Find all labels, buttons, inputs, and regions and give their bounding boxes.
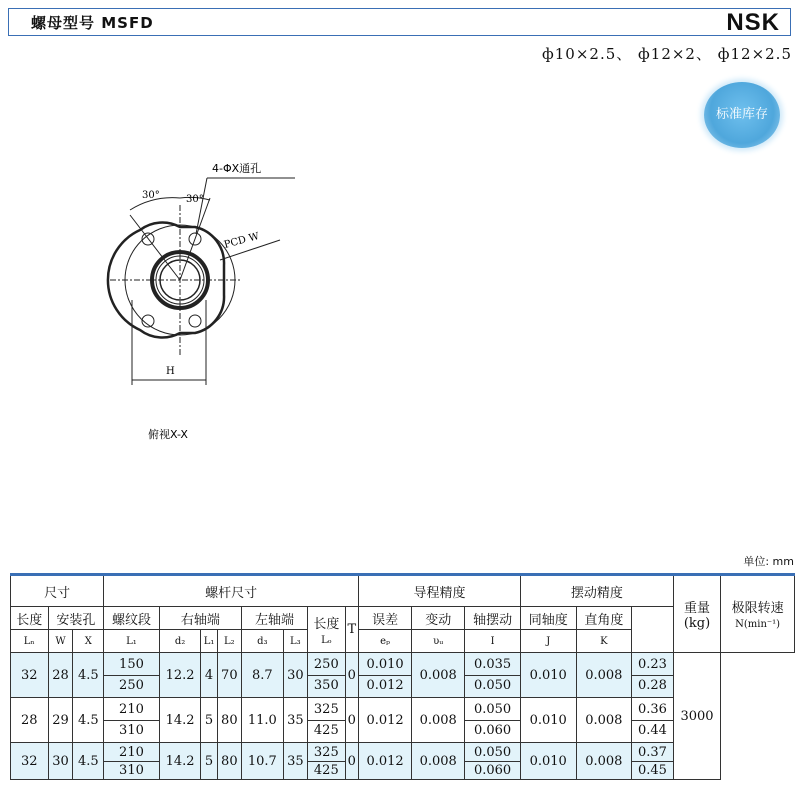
unit-label: 单位: mm <box>743 555 794 568</box>
hdr-right: 右轴端 <box>159 607 241 630</box>
sym-l2: L₂ <box>217 630 241 653</box>
hdr-mount: 安装孔 <box>48 607 104 630</box>
group-lead: 导程精度 <box>359 575 521 607</box>
hdr-total: 长度 Lₒ <box>308 607 346 653</box>
group-speed: 极限转速 N(min⁻¹) <box>721 575 795 653</box>
group-size: 尺寸 <box>11 575 104 607</box>
pcd-label: PCD W <box>222 230 261 251</box>
sym-d2: d₂ <box>159 630 201 653</box>
brand-logo: NSK <box>726 9 780 36</box>
sym-j: J <box>520 630 576 653</box>
hdr-left: 左轴端 <box>242 607 308 630</box>
holes-label: 4-ΦX通孔 <box>212 162 262 175</box>
table-row: 32 30 4.5 210 310 14.2 5 80 10.7 35 325 425 0 0.012 0.008 0.050 0.060 0.010 0.008 0.37 0.45 <box>11 743 795 780</box>
view-caption: 俯视X-X <box>148 428 188 441</box>
sym-i: I <box>465 630 521 653</box>
nut-drawing <box>100 150 320 450</box>
title-bar <box>8 8 791 36</box>
angle-label-right: 30° <box>186 194 204 205</box>
size-list: ф10×2.5、 ф12×2、 ф12×2.5 <box>542 45 792 63</box>
group-runout: 摆动精度 <box>520 575 673 607</box>
sym-w: W <box>48 630 73 653</box>
group-screw: 螺杆尺寸 <box>104 575 359 607</box>
hdr-perp: 直角度 <box>576 607 632 630</box>
sym-d3: d₃ <box>242 630 284 653</box>
hdr-shaft-run: 轴摆动 <box>465 607 521 630</box>
stock-badge: 标准库存 <box>704 82 780 148</box>
speed-value: 3000 <box>673 653 720 780</box>
sym-ep: eₚ <box>359 630 412 653</box>
group-weight: 重量 (kg) <box>673 575 720 653</box>
hdr-length: 长度 <box>11 607 49 630</box>
sym-l1: L₁ <box>104 630 160 653</box>
sym-ln: Lₙ <box>11 630 49 653</box>
sym-x: X <box>73 630 104 653</box>
sym-l3: L₃ <box>283 630 307 653</box>
sym-vu: υᵤ <box>412 630 465 653</box>
hdr-coax: 同轴度 <box>520 607 576 630</box>
spec-table <box>10 573 795 780</box>
hdr-variation: 变动 <box>412 607 465 630</box>
page-title: 螺母型号 MSFD <box>31 14 154 32</box>
sym-l1b: L₁ <box>201 630 217 653</box>
hdr-t: T <box>345 607 358 653</box>
table-row: 32 28 4.5 150 250 12.2 4 70 8.7 30 250 350 0 0.010 0.012 0.008 0.035 0.050 0.010 0.008 0.23 0.28 3000 <box>11 653 795 698</box>
table-row: 28 29 4.5 210 310 14.2 5 80 11.0 35 325 425 0 0.012 0.008 0.050 0.060 0.010 0.008 0.36 0.44 <box>11 698 795 743</box>
sym-k: K <box>576 630 632 653</box>
hdr-thread: 螺纹段 <box>104 607 160 630</box>
angle-label-left: 30° <box>142 190 160 201</box>
hdr-error: 误差 <box>359 607 412 630</box>
h-label: H <box>166 366 175 377</box>
